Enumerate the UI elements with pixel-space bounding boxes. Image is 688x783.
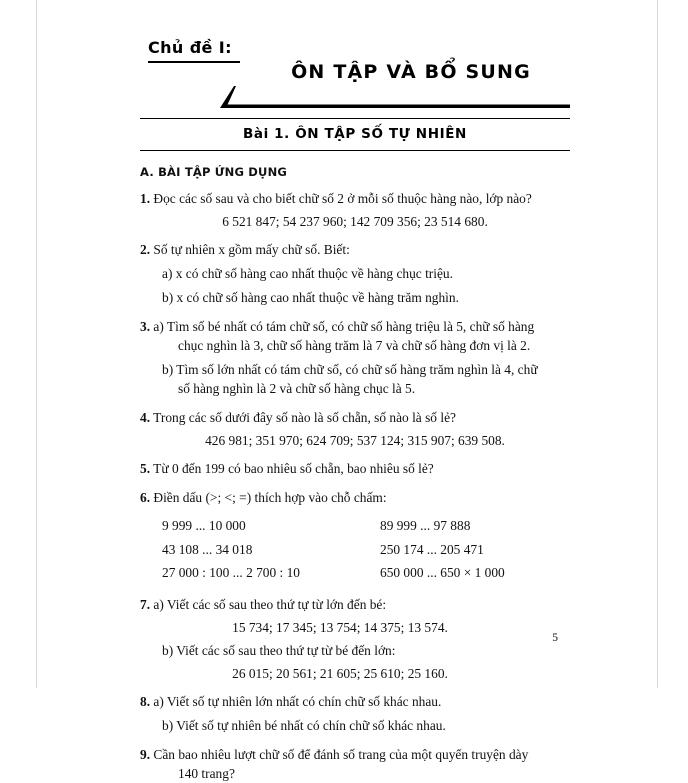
exercise-sub: b) Viết các số sau theo thứ tự từ bé đến lớn: [162, 642, 396, 658]
comparison-row: 89 999 ... 97 888 [380, 518, 471, 534]
exercise-continuation: số hàng nghìn là 2 và chữ số hàng chục là 5. [178, 381, 416, 397]
exercise-text: Trong các số dưới đây số nào là số chẵn, số nào là số lẻ? [153, 410, 456, 426]
exercise-text: a) Tìm số bé nhất có tám chữ số, có chữ số hàng triệu là 5, chữ số hàng [153, 319, 535, 335]
comparison-column-left [162, 514, 366, 584]
exercise-item [140, 317, 570, 336]
exercise-sub: b) Tìm số lớn nhất có tám chữ số, có chữ số hàng trăm nghìn là 4, chữ [162, 362, 538, 378]
exercise-number: 5. [140, 461, 151, 477]
chapter-title-rule [220, 86, 570, 108]
exercise-continuation: 140 trang? [178, 765, 235, 781]
comparison-row: 650 000 ... 650 × 1 000 [380, 565, 505, 581]
exercise-text: a) Viết số tự nhiên lớn nhất có chín chữ số khác nhau. [153, 693, 442, 709]
exercise-continuation: chục nghìn là 3, chữ số hàng trăm là 7 và chữ số hàng đơn vị là 2. [178, 338, 531, 354]
exercise-number: 4. [140, 410, 151, 426]
exercise-item [140, 488, 570, 507]
exercise-values: 426 981; 351 970; 624 709; 537 124; 315 907; 639 508. [205, 433, 505, 449]
exercise-values: 26 015; 20 561; 21 605; 25 610; 25 160. [232, 665, 448, 681]
exercise-number: 1. [140, 191, 151, 206]
page-edge-line-left [36, 0, 37, 688]
exercise-sub: b) x có chữ số hàng cao nhất thuộc về hàng trăm nghìn. [162, 290, 459, 306]
chapter-header [140, 34, 570, 112]
page-number: 5 [552, 632, 558, 644]
page-content [140, 34, 570, 783]
exercise-text: Số tự nhiên x gồm mấy chữ số. Biết: [153, 242, 350, 258]
exercise-item [140, 745, 570, 764]
chapter-label: Chủ đề I: [148, 38, 232, 57]
exercise-text: Điền dấu (>; <; =) thích hợp vào chỗ chấm: [153, 490, 387, 506]
chapter-label-underline [148, 61, 240, 63]
comparison-row: 9 999 ... 10 000 [162, 518, 246, 534]
comparison-table [140, 514, 570, 584]
lesson-title-bar [140, 118, 570, 151]
exercise-item [140, 692, 570, 711]
exercise-values: 6 521 847; 54 237 960; 142 709 356; 23 514 680. [222, 214, 488, 230]
exercise-item [140, 595, 570, 614]
comparison-row: 27 000 : 100 ... 2 700 : 10 [162, 565, 300, 581]
comparison-row: 43 108 ... 34 018 [162, 541, 253, 557]
comparison-column-right [366, 514, 570, 584]
lesson-title: Bài 1. ÔN TẬP SỐ TỰ NHIÊN [243, 126, 467, 142]
exercise-text: Đọc các số sau và cho biết chữ số 2 ở mỗi số thuộc hàng nào, lớp nào? [153, 191, 532, 206]
exercise-number: 8. [140, 693, 151, 709]
exercise-values: 15 734; 17 345; 13 754; 14 375; 13 574. [232, 619, 448, 635]
exercise-number: 6. [140, 490, 151, 506]
exercise-number: 7. [140, 596, 151, 612]
exercise-sub: a) x có chữ số hàng cao nhất thuộc về hàng chục triệu. [162, 266, 453, 282]
exercise-item [140, 189, 570, 208]
chapter-title: ÔN TẬP VÀ BỔ SUNG [291, 61, 531, 83]
exercise-text: Cần bao nhiêu lượt chữ số để đánh số trang của một quyển truyện dày [153, 746, 529, 762]
exercise-text: a) Viết các số sau theo thứ tự từ lớn đến bé: [153, 596, 387, 612]
exercise-text: Từ 0 đến 199 có bao nhiêu số chẵn, bao nhiêu số lẻ? [153, 461, 434, 477]
section-title: A. BÀI TẬP ỨNG DỤNG [140, 165, 288, 179]
exercise-item [140, 459, 570, 478]
exercise-sub: b) Viết số tự nhiên bé nhất có chín chữ số khác nhau. [162, 717, 446, 733]
exercise-item [140, 240, 570, 259]
comparison-row: 250 174 ... 205 471 [380, 541, 484, 557]
exercise-number: 2. [140, 242, 151, 258]
exercise-number: 9. [140, 746, 151, 762]
exercise-item [140, 408, 570, 427]
page-edge-line-right [657, 0, 658, 688]
exercise-number: 3. [140, 319, 151, 335]
